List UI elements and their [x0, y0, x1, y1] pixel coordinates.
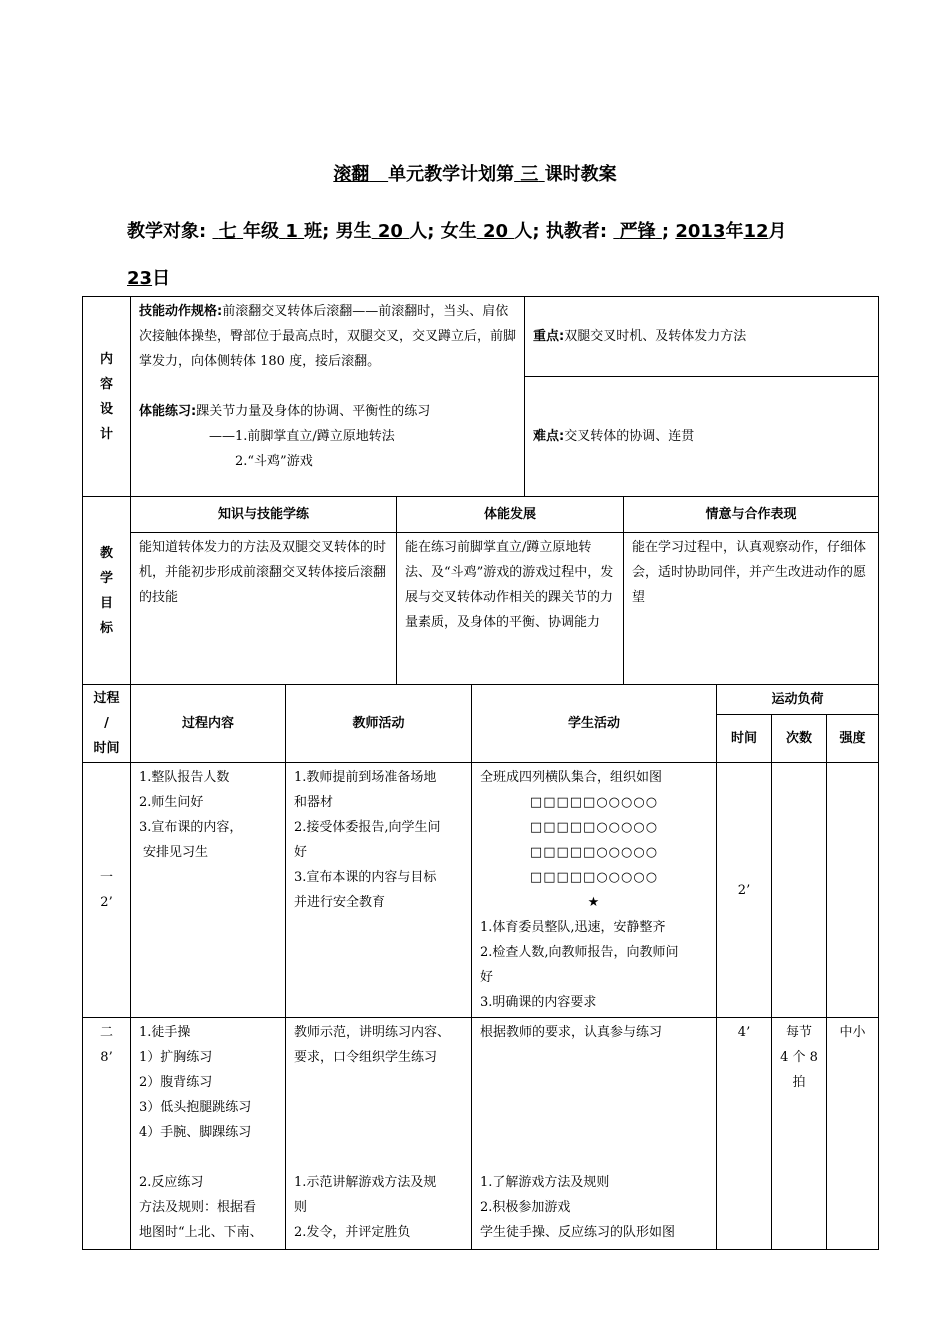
- intensity-cell: 中小: [827, 1018, 879, 1250]
- count-cell: 每节 4 个 8 拍: [772, 1018, 827, 1250]
- female-count: 20: [483, 221, 509, 242]
- table-row: [83, 1018, 879, 1250]
- fitness-item-1: ——1.前脚掌直立/蹲立原地转法: [209, 429, 395, 444]
- goal-fitness: 能在练习前脚掌直立/蹲立原地转法、及“斗鸡”游戏的游戏过程中，发展与交叉转体动作相关的踝关节的力量素质，及身体的平衡、协调能力: [397, 533, 624, 685]
- teacher-activity-header: 教师活动: [286, 685, 472, 763]
- grade-value: 七: [218, 221, 237, 242]
- page-title: [0, 160, 950, 186]
- goal-affective: 能在学习过程中，认真观察动作，仔细体会，适时协助同伴，并产生改进动作的愿望: [624, 533, 879, 685]
- date-year: 2013: [675, 221, 726, 242]
- process-table: [82, 684, 879, 1250]
- target-label: 教学对象:: [127, 221, 207, 242]
- title-lesson-number: 三: [520, 164, 539, 185]
- lesson-info: 教学对象: 七 年级 1 班; 男生 20 人; 女生 20 人; 执教者: 严锋 ; 2013年12月 23日: [127, 221, 787, 289]
- content-header: 过程内容: [131, 685, 286, 763]
- title-lesson-label: 课时教案: [544, 164, 617, 185]
- title-unit-plan: 单元教学计划第: [388, 164, 515, 185]
- teaching-goals-table: [82, 496, 879, 685]
- count-header: 次数: [772, 715, 827, 763]
- process-time-header: 过程 / 时间: [83, 685, 131, 763]
- time-header: 时间: [717, 715, 772, 763]
- skill-and-fitness-cell: [131, 297, 525, 497]
- student-cell: 全班成四列横队集合，组织如图 □□□□□○○○○○ □□□□□○○○○○ □□□□□○○○○○ □□□□□○○○○○ ★ 1.体育委员整队,迅速，安静整齐 2.检查人数,向教师报告，向教师问 好 3.明确课的内容要求: [472, 763, 717, 1018]
- stage-cell: 二 8’: [83, 1018, 131, 1250]
- teacher-cell: 教师示范，讲明练习内容、 要求，口令组织学生练习 1.示范讲解游戏方法及规 则 2.发令，并评定胜负: [286, 1018, 472, 1250]
- teacher-cell: 1.教师提前到场准备场地 和器材 2.接受体委报告,向学生问 好 3.宣布本课的内容与目标 并进行安全教育: [286, 763, 472, 1018]
- skill-spec: 技能动作规格:前滚翻交叉转体后滚翻——前滚翻时，当头、肩依次接触体操垫，臀部位于最高点时，双腿交叉，交叉蹲立后，前脚掌发力，向体侧转体 180 度，接后滚翻。: [139, 304, 517, 369]
- content-design-table: [82, 296, 879, 497]
- teaching-goals-label: 教 学 目 标: [83, 497, 131, 685]
- fitness-practice: 体能练习:踝关节力量及身体的协调、平衡性的练习: [139, 404, 431, 419]
- date-month: 12: [743, 221, 769, 242]
- goal-skill: 能知道转体发力的方法及双腿交叉转体的时机，并能初步形成前滚翻交叉转体接后滚翻的技能: [131, 533, 397, 685]
- teacher-star-icon: ★: [587, 895, 601, 910]
- intensity-cell: [827, 763, 879, 1018]
- content-cell: 1.整队报告人数 2.师生问好 3.宣布课的内容， 安排见习生: [131, 763, 286, 1018]
- load-header: 运动负荷: [717, 685, 879, 715]
- male-count: 20: [377, 221, 403, 242]
- stage-cell: 一 2’: [83, 763, 131, 1018]
- time-cell: 2’: [717, 763, 772, 1018]
- teacher-name: 严锋: [619, 221, 656, 242]
- content-cell: 1.徒手操 1）扩胸练习 2）腹背练习 3）低头抱腿跳练习 4）手腕、脚踝练习 2.反应练习 方法及规则：根据看 地图时“上北、下南、: [131, 1018, 286, 1250]
- student-cell: 根据教师的要求，认真参与练习 1.了解游戏方法及规则 2.积极参加游戏 学生徒手操、反应练习的队形如图: [472, 1018, 717, 1250]
- difficulty-cell: 难点:交叉转体的协调、连贯: [525, 377, 879, 497]
- goal-header-skill: 知识与技能学练: [131, 497, 397, 533]
- key-point-cell: 重点:双腿交叉时机、及转体发力方法: [525, 297, 879, 377]
- count-cell: [772, 763, 827, 1018]
- fitness-item-2: 2.“斗鸡”游戏: [235, 454, 313, 469]
- content-design-label: 内 容 设 计: [83, 297, 131, 497]
- student-activity-header: 学生活动: [472, 685, 717, 763]
- date-day: 23: [127, 268, 153, 289]
- title-topic: 滚翻: [333, 164, 370, 185]
- time-cell: 4’: [717, 1018, 772, 1250]
- class-value: 1: [285, 221, 298, 242]
- formation-diagram: □□□□□○○○○○ □□□□□○○○○○ □□□□□○○○○○ □□□□□○○○○○ ★: [480, 790, 708, 915]
- goal-header-affective: 情意与合作表现: [624, 497, 879, 533]
- table-row: [83, 763, 879, 1018]
- intensity-header: 强度: [827, 715, 879, 763]
- goal-header-fitness: 体能发展: [397, 497, 624, 533]
